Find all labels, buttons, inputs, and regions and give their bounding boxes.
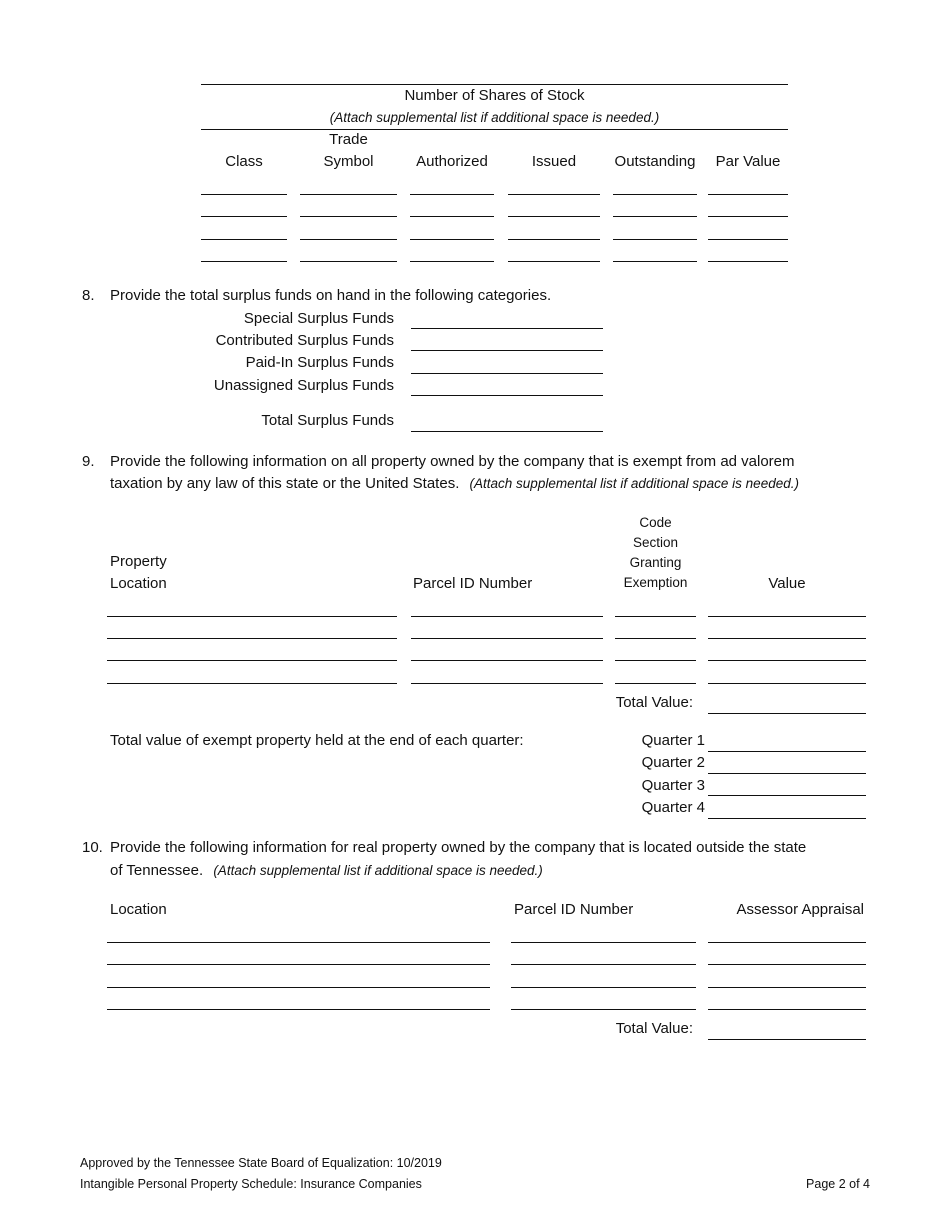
q9-header-location: Location bbox=[110, 575, 167, 592]
header-trade-line1: Trade bbox=[329, 131, 368, 148]
header-issued: Issued bbox=[531, 153, 577, 170]
stock-field[interactable] bbox=[708, 239, 788, 240]
stock-table-top-rule bbox=[201, 84, 788, 85]
q9-field[interactable] bbox=[708, 683, 866, 684]
header-authorized: Authorized bbox=[416, 153, 488, 170]
unassigned-surplus-field[interactable] bbox=[411, 395, 603, 396]
stock-field[interactable] bbox=[410, 216, 494, 217]
q10-field[interactable] bbox=[107, 942, 490, 943]
q9-header-value: Value bbox=[768, 575, 806, 592]
stock-field[interactable] bbox=[300, 239, 397, 240]
q9-field[interactable] bbox=[411, 660, 603, 661]
q9-field[interactable] bbox=[708, 660, 866, 661]
q10-field[interactable] bbox=[107, 1009, 490, 1010]
quarter-1-label: Quarter 1 bbox=[641, 732, 705, 749]
quarter-4-label: Quarter 4 bbox=[641, 799, 705, 816]
stock-table-header-rule bbox=[201, 129, 788, 130]
q9-header-parcel: Parcel ID Number bbox=[413, 575, 533, 592]
paid-in-surplus-label: Paid-In Surplus Funds bbox=[245, 354, 394, 371]
q9-field[interactable] bbox=[615, 683, 696, 684]
paid-in-surplus-field[interactable] bbox=[411, 373, 603, 374]
footer-page-number: Page 2 of 4 bbox=[806, 1177, 870, 1191]
quarter-3-label: Quarter 3 bbox=[641, 777, 705, 794]
stock-field[interactable] bbox=[508, 194, 600, 195]
stock-field[interactable] bbox=[708, 216, 788, 217]
stock-field[interactable] bbox=[613, 261, 697, 262]
q10-field[interactable] bbox=[708, 942, 866, 943]
q9-quarter-text: Total value of exempt property held at the end of each quarter: bbox=[110, 732, 524, 749]
stock-field[interactable] bbox=[613, 216, 697, 217]
q10-field[interactable] bbox=[511, 964, 696, 965]
stock-field[interactable] bbox=[201, 216, 287, 217]
stock-field[interactable] bbox=[708, 261, 788, 262]
quarter-2-label: Quarter 2 bbox=[641, 754, 705, 771]
stock-field[interactable] bbox=[300, 194, 397, 195]
q10-note: (Attach supplemental list if additional space is needed.) bbox=[213, 863, 543, 878]
q9-field[interactable] bbox=[411, 616, 603, 617]
q10-total-value-label: Total Value: bbox=[615, 1020, 693, 1037]
stock-field[interactable] bbox=[201, 194, 287, 195]
contributed-surplus-field[interactable] bbox=[411, 350, 603, 351]
q10-text-line1: Provide the following information for real property owned by the company that is located outside the state bbox=[110, 839, 807, 856]
q9-header-code-1: Code bbox=[639, 515, 672, 530]
q9-header-property: Property bbox=[110, 553, 167, 570]
stock-field[interactable] bbox=[300, 261, 397, 262]
q10-field[interactable] bbox=[107, 987, 490, 988]
contributed-surplus-label: Contributed Surplus Funds bbox=[215, 332, 394, 349]
q9-number: 9. bbox=[82, 453, 95, 470]
q10-field[interactable] bbox=[708, 987, 866, 988]
q10-header-parcel: Parcel ID Number bbox=[514, 901, 634, 918]
stock-field[interactable] bbox=[613, 194, 697, 195]
q10-text-line2 bbox=[110, 862, 543, 880]
q10-field[interactable] bbox=[511, 942, 696, 943]
q9-total-value-field[interactable] bbox=[708, 713, 866, 714]
stock-field[interactable] bbox=[201, 261, 287, 262]
q10-header-assessor: Assessor Appraisal bbox=[736, 901, 864, 918]
stock-field[interactable] bbox=[410, 194, 494, 195]
q9-text-line2 bbox=[110, 475, 799, 493]
q9-header-code-3: Granting bbox=[629, 555, 682, 570]
footer-approved: Approved by the Tennessee State Board of Equalization: 10/2019 bbox=[80, 1156, 442, 1170]
quarter-4-field[interactable] bbox=[708, 818, 866, 819]
q9-header-code-4: Exemption bbox=[623, 575, 688, 590]
q10-total-value-field[interactable] bbox=[708, 1039, 866, 1040]
quarter-1-field[interactable] bbox=[708, 751, 866, 752]
stock-field[interactable] bbox=[508, 216, 600, 217]
stock-field[interactable] bbox=[508, 239, 600, 240]
stock-field[interactable] bbox=[613, 239, 697, 240]
stock-field[interactable] bbox=[708, 194, 788, 195]
footer-schedule: Intangible Personal Property Schedule: Insurance Companies bbox=[80, 1177, 422, 1191]
q8-number: 8. bbox=[82, 287, 95, 304]
q8-text: Provide the total surplus funds on hand in the following categories. bbox=[110, 287, 552, 304]
q9-field[interactable] bbox=[615, 616, 696, 617]
q9-text-line1: Provide the following information on all property owned by the company that is exempt from ad valorem bbox=[110, 453, 795, 470]
q9-note: (Attach supplemental list if additional space is needed.) bbox=[469, 476, 799, 491]
q9-field[interactable] bbox=[107, 638, 397, 639]
q9-total-value-label: Total Value: bbox=[615, 694, 693, 711]
stock-table-title: Number of Shares of Stock bbox=[404, 87, 585, 104]
q9-field[interactable] bbox=[107, 683, 397, 684]
q10-field[interactable] bbox=[708, 1009, 866, 1010]
q9-header-code-2: Section bbox=[632, 535, 679, 550]
q10-field[interactable] bbox=[511, 1009, 696, 1010]
header-outstanding: Outstanding bbox=[614, 153, 696, 170]
header-par-value: Par Value bbox=[715, 153, 781, 170]
q9-field[interactable] bbox=[411, 683, 603, 684]
stock-field[interactable] bbox=[410, 261, 494, 262]
q10-number: 10. bbox=[82, 839, 103, 856]
stock-field[interactable] bbox=[508, 261, 600, 262]
q9-field[interactable] bbox=[107, 616, 397, 617]
q9-field[interactable] bbox=[708, 638, 866, 639]
total-surplus-field[interactable] bbox=[411, 431, 603, 432]
special-surplus-label: Special Surplus Funds bbox=[243, 310, 394, 327]
header-trade-line2: Symbol bbox=[323, 153, 374, 170]
total-surplus-label: Total Surplus Funds bbox=[261, 412, 394, 429]
q10-field[interactable] bbox=[511, 987, 696, 988]
q10-text-line2-main: of Tennessee. bbox=[110, 862, 204, 879]
special-surplus-field[interactable] bbox=[411, 328, 603, 329]
stock-field[interactable] bbox=[300, 216, 397, 217]
stock-table-note: (Attach supplemental list if additional space is needed.) bbox=[329, 110, 660, 125]
q10-field[interactable] bbox=[708, 964, 866, 965]
q10-field[interactable] bbox=[107, 964, 490, 965]
quarter-3-field[interactable] bbox=[708, 795, 866, 796]
unassigned-surplus-label: Unassigned Surplus Funds bbox=[213, 377, 394, 394]
quarter-2-field[interactable] bbox=[708, 773, 866, 774]
q9-field[interactable] bbox=[615, 638, 696, 639]
stock-field[interactable] bbox=[201, 239, 287, 240]
q9-field[interactable] bbox=[107, 660, 397, 661]
q10-header-location: Location bbox=[110, 901, 167, 918]
q9-field[interactable] bbox=[708, 616, 866, 617]
q9-field[interactable] bbox=[411, 638, 603, 639]
stock-field[interactable] bbox=[410, 239, 494, 240]
q9-text-line2-main: taxation by any law of this state or the United States. bbox=[110, 475, 460, 492]
q9-field[interactable] bbox=[615, 660, 696, 661]
header-class: Class bbox=[225, 153, 263, 170]
